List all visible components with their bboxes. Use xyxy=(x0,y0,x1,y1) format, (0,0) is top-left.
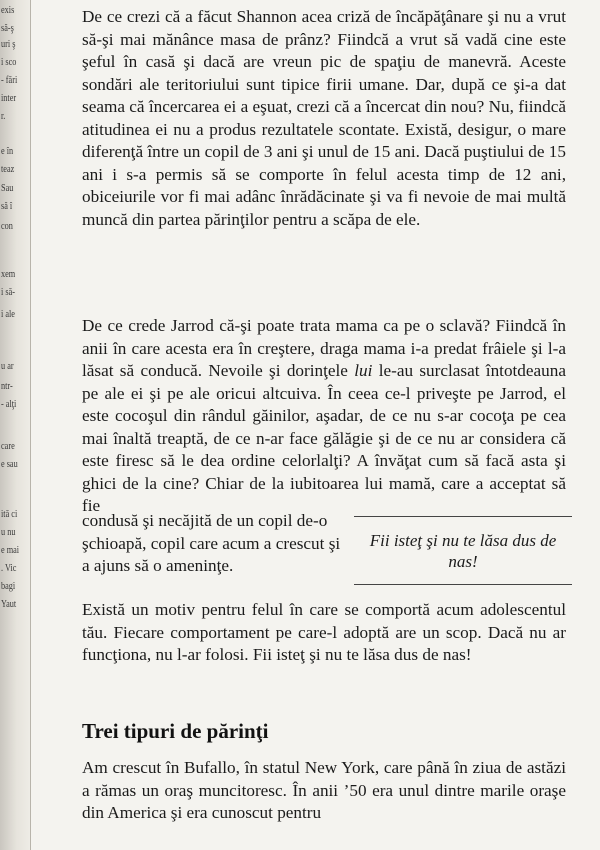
gutter-fragment: teaz xyxy=(1,163,15,175)
gutter-fragment: - alţi xyxy=(1,398,17,410)
paragraph-shannon: De ce crezi că a făcut Shannon acea criză de încăpăţânare şi nu a vrut să-şi mai mănânce masa de prânz? Fiindcă a vrut să vadă cine este şeful în casă şi dacă are vreun pic de spaţiu de manevră. Aceste sondări ale teritoriului sunt tipice firii umane. Dar, după ce şi-a dat seama că încercarea ei a eşuat, crezi că a încercat din nou? Nu, fiindcă atitudinea ei nu a produs rezultatele scontate. Există, desigur, o mare diferenţă între un copil de 3 ani şi unul de 15 ani. Dacă puştiului de 15 ani i s-a permis să se comporte în felul acesta timp de 12 ani, obiceiurile vor fi mai adânc înrădăcinate şi va fi nevoie de mai multă muncă din partea părinţilor pentru a scăpa de ele. xyxy=(82,7,566,229)
gutter-fragment: con xyxy=(1,220,13,232)
gutter-fragment: u nu xyxy=(1,526,16,538)
gutter-fragment: i să- xyxy=(1,286,15,298)
gutter-fragment: Yaut xyxy=(1,598,17,610)
gutter-fragment: exis xyxy=(1,4,15,16)
emphasis-lui: lui xyxy=(354,361,373,380)
gutter-fragment: să-ş xyxy=(1,22,14,34)
pull-quote-text: Fii isteţ şi nu te lăsa dus de nas! xyxy=(369,530,557,571)
gutter-fragment: e mai xyxy=(1,544,20,556)
paragraph-motiv: Există un motiv pentru felul în care se comportă acum adolescentul tău. Fiecare comportament pe care-l adoptă are un scop. Dacă nu ar funcţiona, nu l-ar folosi. Fii isteţ şi nu te lăsa dus de nas! xyxy=(82,600,566,664)
gutter-fragment: Sau xyxy=(1,182,14,194)
pull-quote xyxy=(354,516,572,585)
paragraph-bufallo: Am crescut în Bufallo, în statul New York, care până în ziua de astăzi a rămas un oraş muncitoresc. În anii ’50 era unul dintre marile oraşe din America şi era cunoscut pentru xyxy=(82,758,566,822)
gutter-fragment: care xyxy=(1,440,15,452)
gutter-fragment: uri ş xyxy=(1,38,16,50)
previous-page-edge xyxy=(0,0,31,850)
gutter-fragment: inter xyxy=(1,92,17,104)
paragraph-continuation: condusă şi necăjită de un copil de-o şchioapă, copil care acum a crescut şi a ajuns să o ameninţe. xyxy=(82,511,341,575)
paragraph-jarrod-part-2: le-au surclasat întotdeauna pe ale ei şi pe ale oricui altcuiva. În ceea ce-l priveşte pe Jarrod, el este cocoşul din rândul găinilor, aşadar, de ce nu s-ar cocoţa pe cea mai înaltă treaptă, de ce n-ar face gălăgie şi de ce nu ar considera că este firesc să le dea ordine celorlalţi? A învăţat cum să facă asta şi ghici de la cine? Chiar de la iubitoarea lui mamă, care a acceptat să fie xyxy=(82,361,566,515)
gutter-fragment: e în xyxy=(1,145,14,157)
gutter-fragment: să î xyxy=(1,200,13,212)
gutter-fragment: i sco xyxy=(1,56,17,68)
gutter-fragment: e sau xyxy=(1,458,18,470)
gutter-fragment: ntr- xyxy=(1,380,13,392)
paragraph-jarrod-part-1: De ce crede Jarrod că-şi poate trata mama ca pe o sclavă? Fiindcă în anii în care acesta era în creştere, draga mama i-a predat frâiele şi l-a lăsat să conducă. Nevoile şi dorinţele xyxy=(82,316,566,380)
section-heading: Trei tipuri de părinţi xyxy=(82,719,269,743)
paragraph-jarrod xyxy=(82,315,566,518)
gutter-fragment: i ale xyxy=(1,308,15,320)
gutter-fragment: . Vic xyxy=(1,562,17,574)
gutter-fragment: - fări xyxy=(1,74,18,86)
gutter-fragment: r. xyxy=(1,110,6,122)
gutter-fragment: xem xyxy=(1,268,16,280)
gutter-fragment: bagi xyxy=(1,580,16,592)
gutter-fragment: u ar xyxy=(1,360,14,372)
gutter-fragment: ită ci xyxy=(1,508,18,520)
